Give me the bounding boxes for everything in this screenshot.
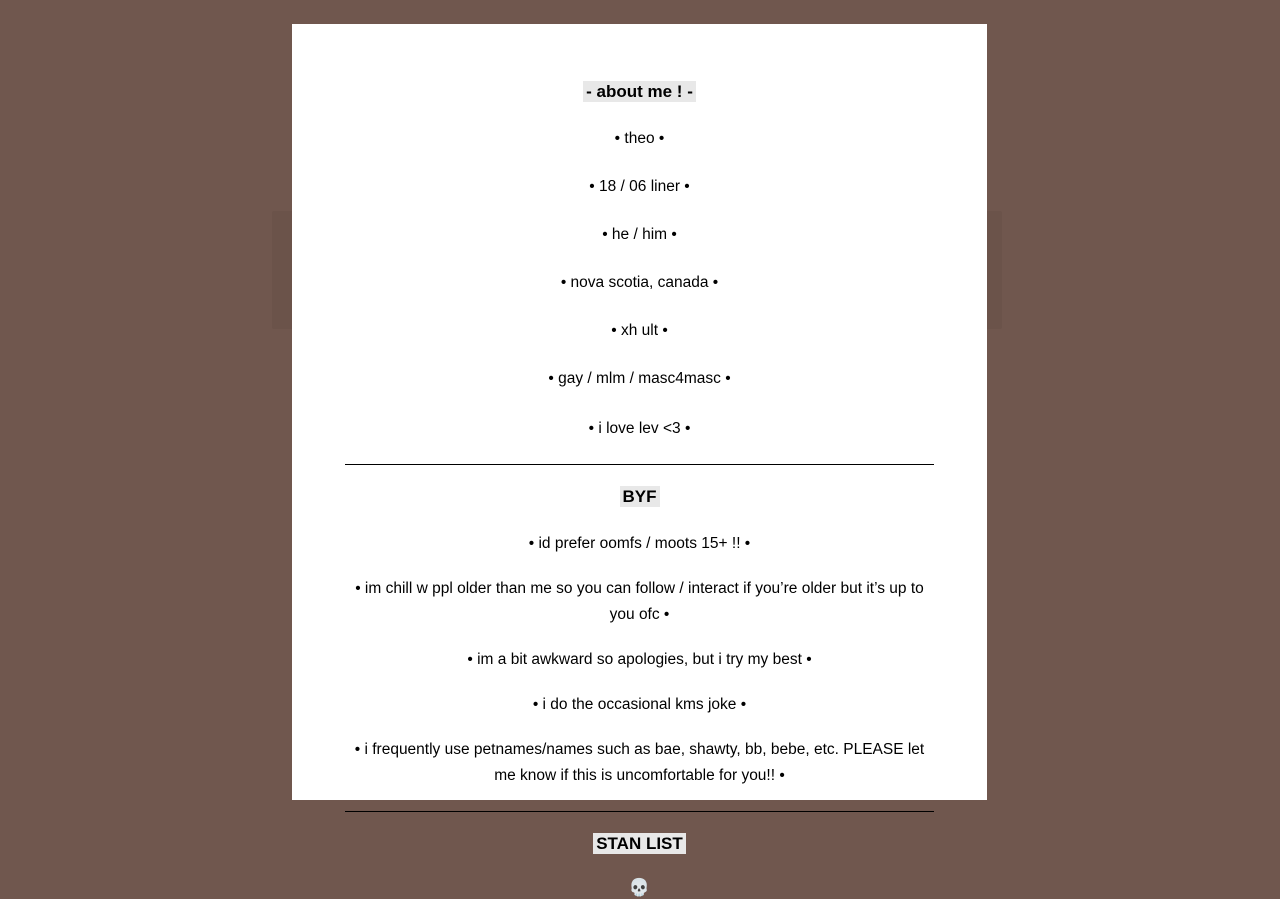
stan-list-heading bbox=[345, 833, 934, 856]
byf-line: • id prefer oomfs / moots 15+ !! • bbox=[528, 535, 751, 553]
byf-line: • im chill w ppl older than me so you can follow / interact if you’re older but it’s up to you ofc • bbox=[355, 580, 924, 624]
about-me-line: • nova scotia, canada • bbox=[560, 274, 719, 292]
byf-heading-text: BYF bbox=[620, 486, 660, 507]
about-me-line: • xh ult • bbox=[611, 322, 668, 340]
about-me-heading-text: - about me ! - bbox=[583, 81, 696, 102]
about-me-line: • i love lev <3 • bbox=[588, 420, 691, 438]
document-content bbox=[292, 81, 987, 899]
about-me-heading bbox=[345, 81, 934, 104]
byf-heading bbox=[345, 486, 934, 509]
about-me-line: • 18 / 06 liner • bbox=[589, 177, 690, 195]
about-me-line: • he / him • bbox=[602, 226, 677, 243]
stan-list-line: 💀 bbox=[628, 878, 651, 898]
document-sheet bbox=[292, 24, 987, 898]
about-me-line: • gay / mlm / masc4masc • bbox=[548, 370, 731, 388]
byf-line: • i frequently use petnames/names such as bae, shawty, bb, bebe, etc. PLEASE let me know if this is uncomfortable for you!! • bbox=[354, 741, 925, 785]
byf-line: • i do the occasional kms joke • bbox=[532, 696, 747, 714]
byf-line: • im a bit awkward so apologies, but i try my best • bbox=[467, 651, 812, 669]
about-me-line: • theo • bbox=[614, 129, 665, 147]
stan-list-heading-text: STAN LIST bbox=[593, 833, 686, 854]
section-divider bbox=[345, 811, 934, 812]
section-divider bbox=[345, 464, 934, 465]
